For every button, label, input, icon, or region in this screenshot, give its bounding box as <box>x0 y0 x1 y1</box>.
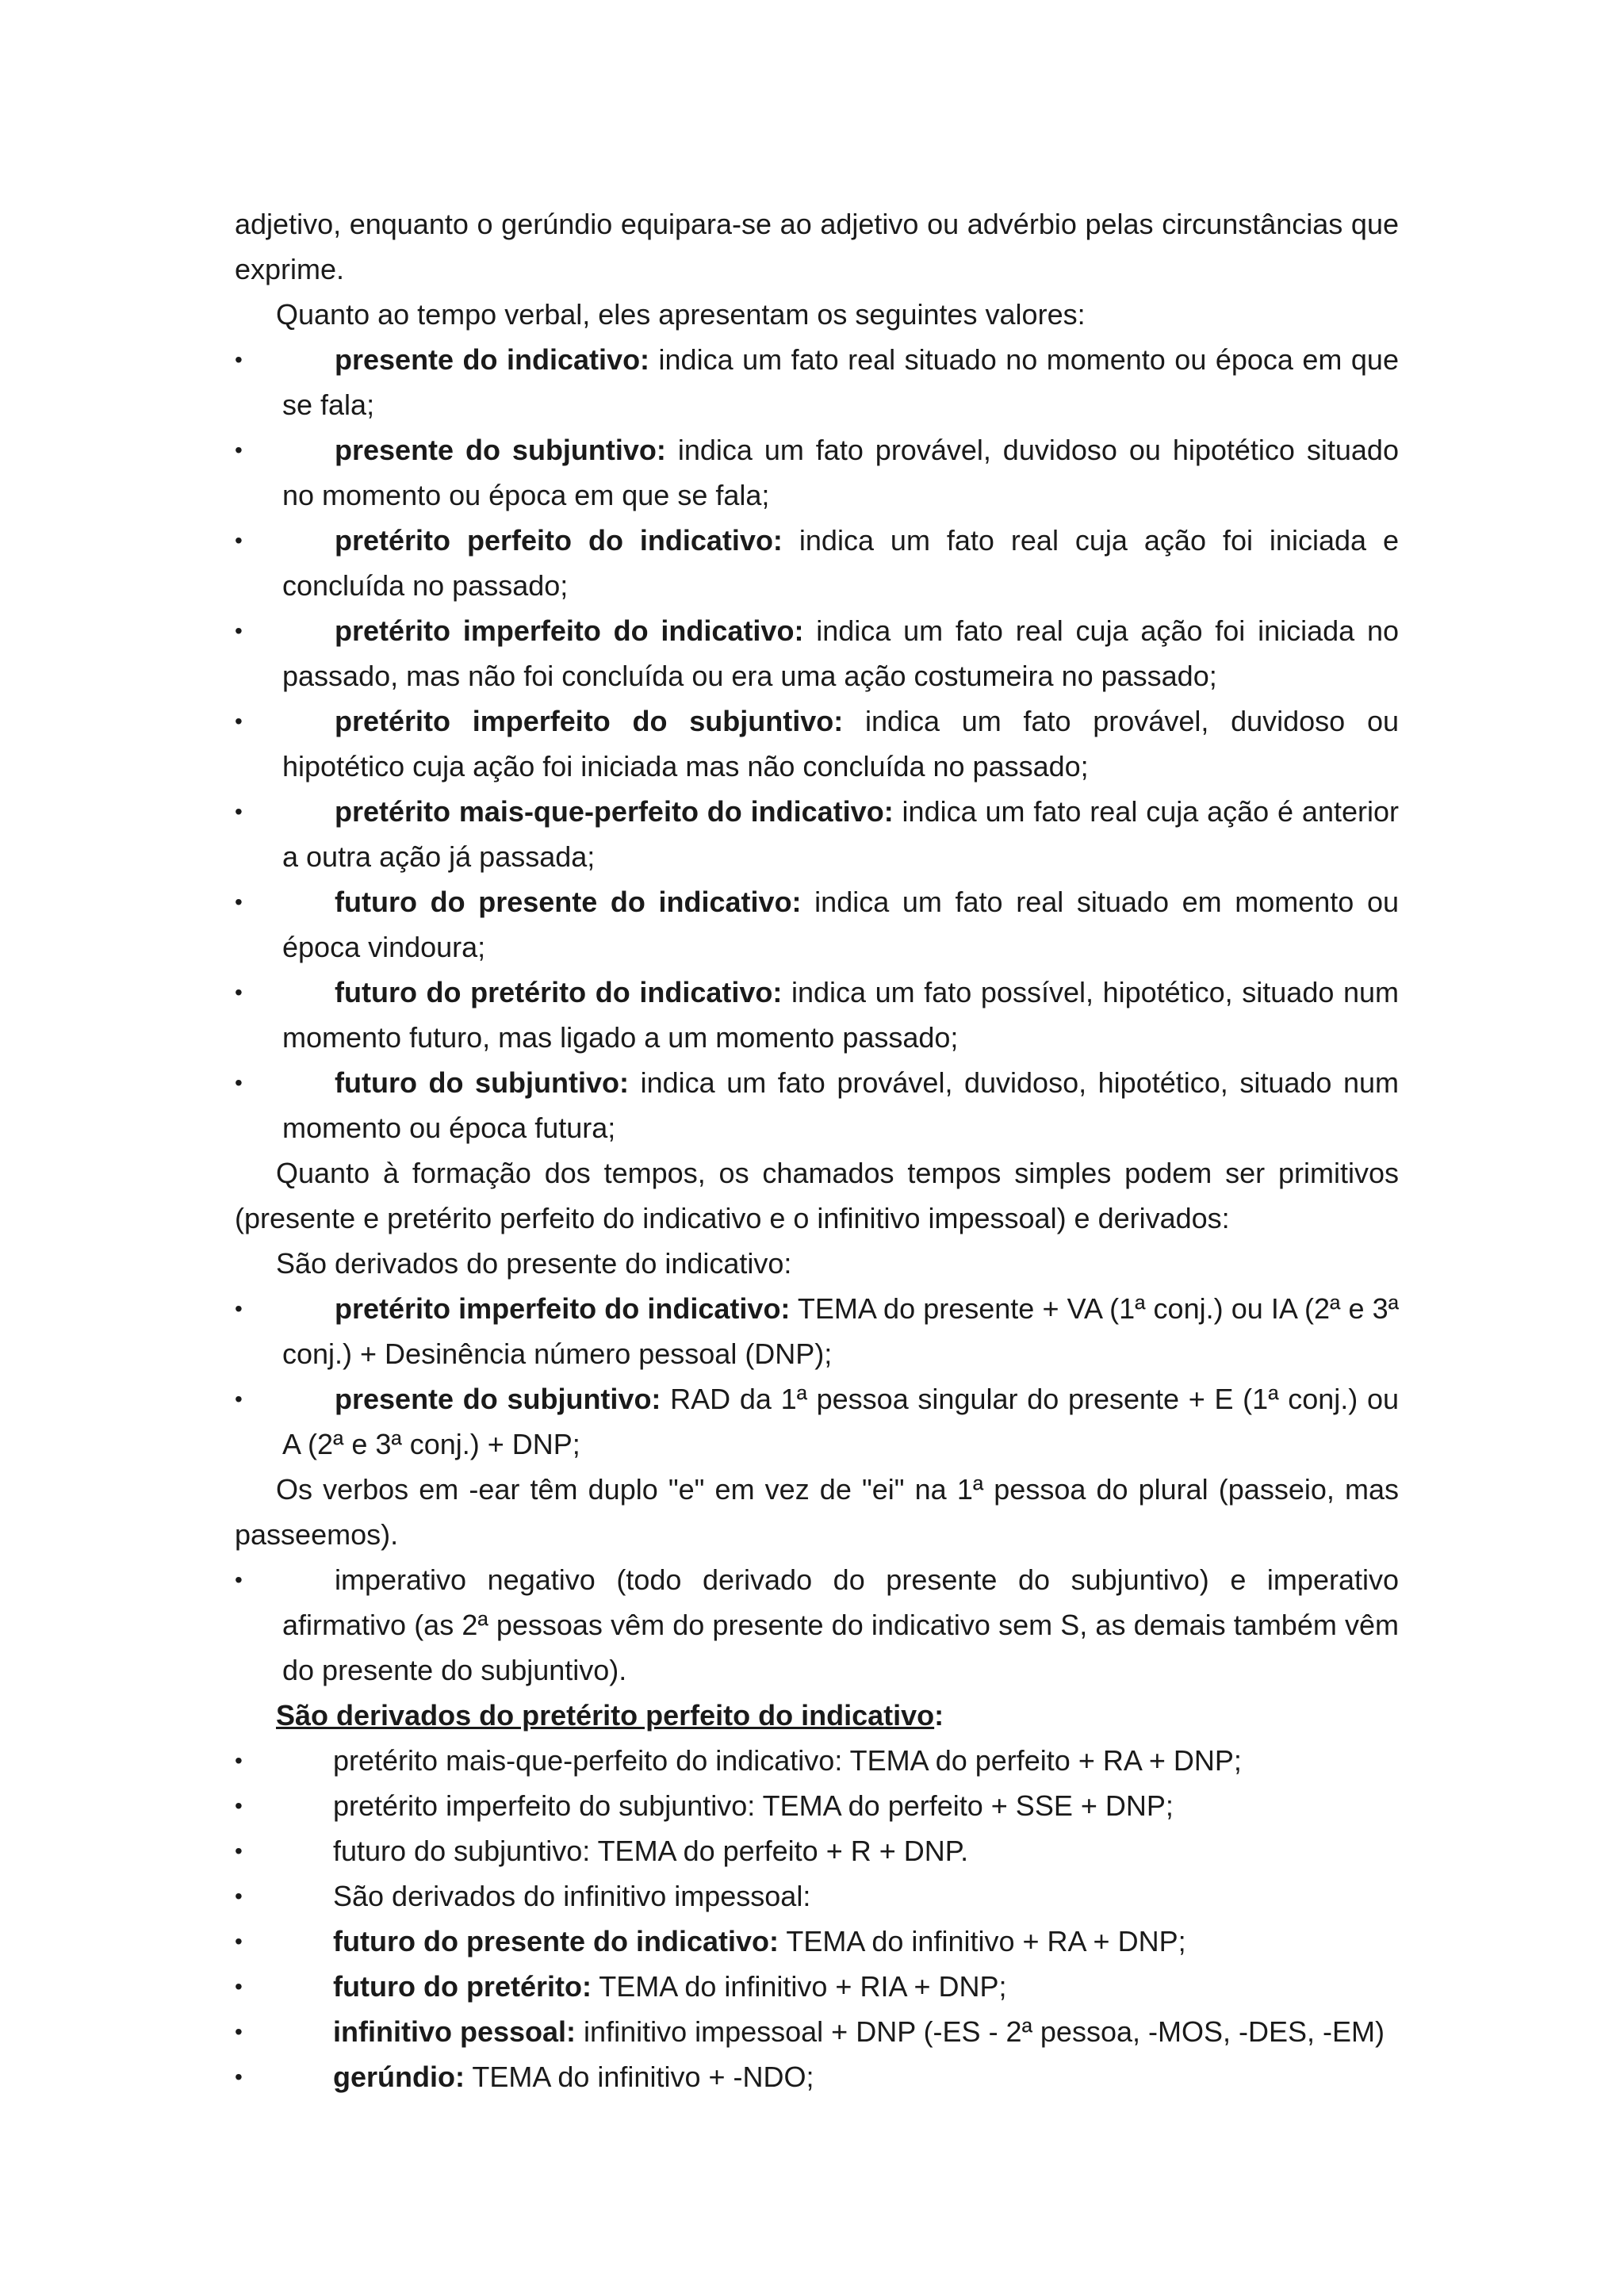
paragraph-tense-values: Quanto ao tempo verbal, eles apresentam os seguintes valores: <box>276 298 1086 331</box>
list-item <box>235 608 1399 698</box>
list-item: • São derivados do infinitivo impessoal: <box>235 1873 1399 1919</box>
definition: TEMA do presente + VA (1ª conj.) ou IA (2ª e 3ª conj.) + Desinência número pessoal (DNP); <box>282 1292 1399 1370</box>
present-derived-list <box>235 1286 1399 1467</box>
term: futuro do presente do indicativo: <box>335 886 802 918</box>
paragraph-formation: Quanto à formação dos tempos, os chamados tempos simples podem ser primitivos (presente e pretérito perfeito do indicativo e o infinitivo impessoal) e derivados: <box>235 1157 1399 1234</box>
definition: indica um fato real cuja ação foi iniciada no passado, mas não foi concluída ou era uma ação costumeira no passado; <box>282 614 1399 692</box>
list-item <box>235 518 1399 608</box>
term: presente do indicativo: <box>335 343 650 376</box>
term: gerúndio: <box>333 2061 465 2093</box>
term: futuro do presente do indicativo: <box>333 1925 779 1957</box>
list-item <box>235 1964 1399 2009</box>
term: presente do subjuntivo: <box>335 1383 661 1415</box>
paragraph-present-derived: São derivados do presente do indicativo: <box>276 1247 792 1280</box>
definition: TEMA do infinitivo + RA + DNP; <box>779 1925 1186 1957</box>
list-item <box>235 2009 1399 2054</box>
definition: indica um fato provável, duvidoso ou hipotético cuja ação foi iniciada mas não concluída no passado; <box>282 705 1399 783</box>
term: futuro do pretérito do indicativo: <box>335 976 783 1008</box>
perfect-derived-list <box>235 1738 1399 1919</box>
term: futuro do subjuntivo: <box>335 1066 630 1099</box>
term: futuro do pretérito: <box>333 1970 592 2003</box>
definition: TEMA do infinitivo + -NDO; <box>464 2061 814 2093</box>
definition: indica um fato real situado no momento ou época em que se fala; <box>282 343 1399 421</box>
paragraph-ear-verbs: Os verbos em -ear têm duplo "e" em vez de "ei" na 1ª pessoa do plural (passeio, mas passeemos). <box>235 1473 1399 1551</box>
term: pretérito perfeito do indicativo: <box>335 524 783 557</box>
term: pretérito imperfeito do indicativo: <box>335 614 804 647</box>
list-item <box>235 337 1399 427</box>
paragraph-intro: adjetivo, enquanto o gerúndio equipara-se ao adjetivo ou advérbio pelas circunstâncias que exprime. <box>235 208 1399 285</box>
definition: indica um fato real cuja ação é anterior a outra ação já passada; <box>282 795 1399 873</box>
term: presente do subjuntivo: <box>335 434 666 466</box>
list-item: • futuro do subjuntivo: TEMA do perfeito + R + DNP. <box>235 1828 1399 1873</box>
list-item <box>235 1919 1399 1964</box>
definition: TEMA do infinitivo + RIA + DNP; <box>591 1970 1007 2003</box>
imperative-list <box>235 1557 1399 1693</box>
list-item <box>235 879 1399 970</box>
list-item <box>235 970 1399 1060</box>
infinitive-derived-list <box>235 1919 1399 2099</box>
list-item <box>235 2054 1399 2099</box>
term: pretérito imperfeito do subjuntivo: <box>335 705 844 737</box>
list-item: • pretérito imperfeito do subjuntivo: TEMA do perfeito + SSE + DNP; <box>235 1783 1399 1828</box>
term: pretérito mais-que-perfeito do indicativo: <box>335 795 894 828</box>
definition: indica um fato real situado em momento ou época vindoura; <box>282 886 1399 963</box>
list-item: • imperativo negativo (todo derivado do presente do subjuntivo) e imperativo afirmativo (as 2ª pessoas vêm do presente do indicativo sem S, as demais também vêm do presente do subjuntivo). <box>235 1557 1399 1693</box>
heading-perfect-derived <box>235 1693 1399 1738</box>
term: pretérito imperfeito do indicativo: <box>335 1292 791 1325</box>
list-item <box>235 1376 1399 1467</box>
definition: indica um fato possível, hipotético, situado num momento futuro, mas ligado a um momento passado; <box>282 976 1399 1054</box>
list-item: • pretérito mais-que-perfeito do indicativo: TEMA do perfeito + RA + DNP; <box>235 1738 1399 1783</box>
definition: RAD da 1ª pessoa singular do presente + E (1ª conj.) ou A (2ª e 3ª conj.) + DNP; <box>282 1383 1399 1460</box>
list-item <box>235 427 1399 518</box>
document-page <box>235 201 1399 2099</box>
definition: indica um fato real cuja ação foi iniciada e concluída no passado; <box>282 524 1399 602</box>
tense-values-list <box>235 337 1399 1150</box>
heading-text: São derivados do pretérito perfeito do indicativo <box>276 1699 935 1732</box>
term: infinitivo pessoal: <box>333 2015 576 2048</box>
list-item <box>235 1060 1399 1150</box>
list-item <box>235 1286 1399 1376</box>
list-item <box>235 698 1399 789</box>
definition: indica um fato provável, duvidoso ou hipotético situado no momento ou época em que se fala; <box>282 434 1399 511</box>
definition: indica um fato provável, duvidoso, hipotético, situado num momento ou época futura; <box>282 1066 1399 1144</box>
heading-colon: : <box>934 1699 944 1732</box>
list-item <box>235 789 1399 879</box>
definition: infinitivo impessoal + DNP (-ES - 2ª pessoa, -MOS, -DES, -EM) <box>576 2015 1385 2048</box>
